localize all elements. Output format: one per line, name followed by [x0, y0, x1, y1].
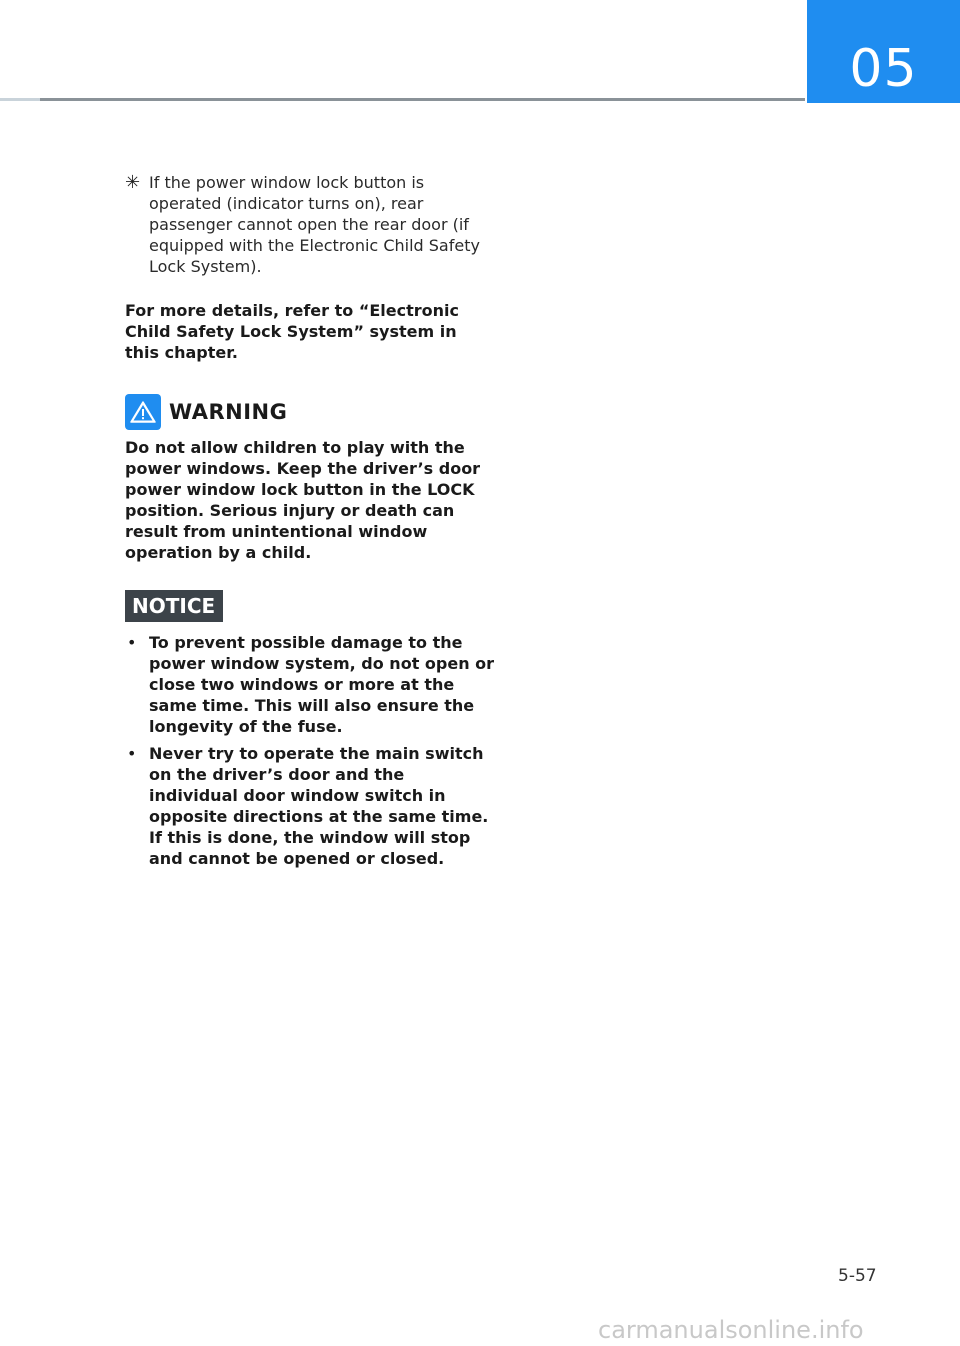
- list-item: [125, 743, 495, 869]
- note-text: If the power window lock button is operated (indicator turns on), rear passenger cannot open the rear door (if equipped with the Electronic Child Safety Lock System).: [149, 173, 480, 276]
- header-rule: [0, 98, 805, 101]
- header-rule-accent: [0, 98, 40, 101]
- list-item: [125, 632, 495, 737]
- watermark: carmanualsonline.info: [598, 1316, 864, 1344]
- chapter-number: 05: [849, 38, 918, 99]
- details-paragraph: For more details, refer to “Electronic Child Safety Lock System” system in this chapter.: [125, 301, 459, 362]
- notice-label: NOTICE: [125, 590, 223, 622]
- list-item-text: Never try to operate the main switch on the driver’s door and the individual door window switch in opposite directions at the same time. If this is done, the window will stop and cannot be opened or closed.: [149, 744, 489, 868]
- bullet-icon: •: [127, 744, 137, 763]
- warning-triangle-icon: [125, 394, 161, 430]
- page-number: 5-57: [838, 1266, 877, 1286]
- warning-title: WARNING: [169, 400, 288, 424]
- page-content: [125, 172, 495, 875]
- warning-heading: [125, 394, 495, 430]
- warning-body: Do not allow children to play with the power windows. Keep the driver’s door power window lock button in the LOCK position. Serious injury or death can result from unintentional window operation by a child.: [125, 438, 481, 562]
- note-paragraph: [125, 172, 495, 277]
- bullet-icon: •: [127, 633, 137, 652]
- chapter-tab: [807, 0, 960, 103]
- notice-list: [125, 632, 495, 869]
- list-item-text: To prevent possible damage to the power window system, do not open or close two windows or more at the same time. This will also ensure the longevity of the fuse.: [149, 633, 495, 736]
- asterisk-icon: ✳: [125, 172, 141, 193]
